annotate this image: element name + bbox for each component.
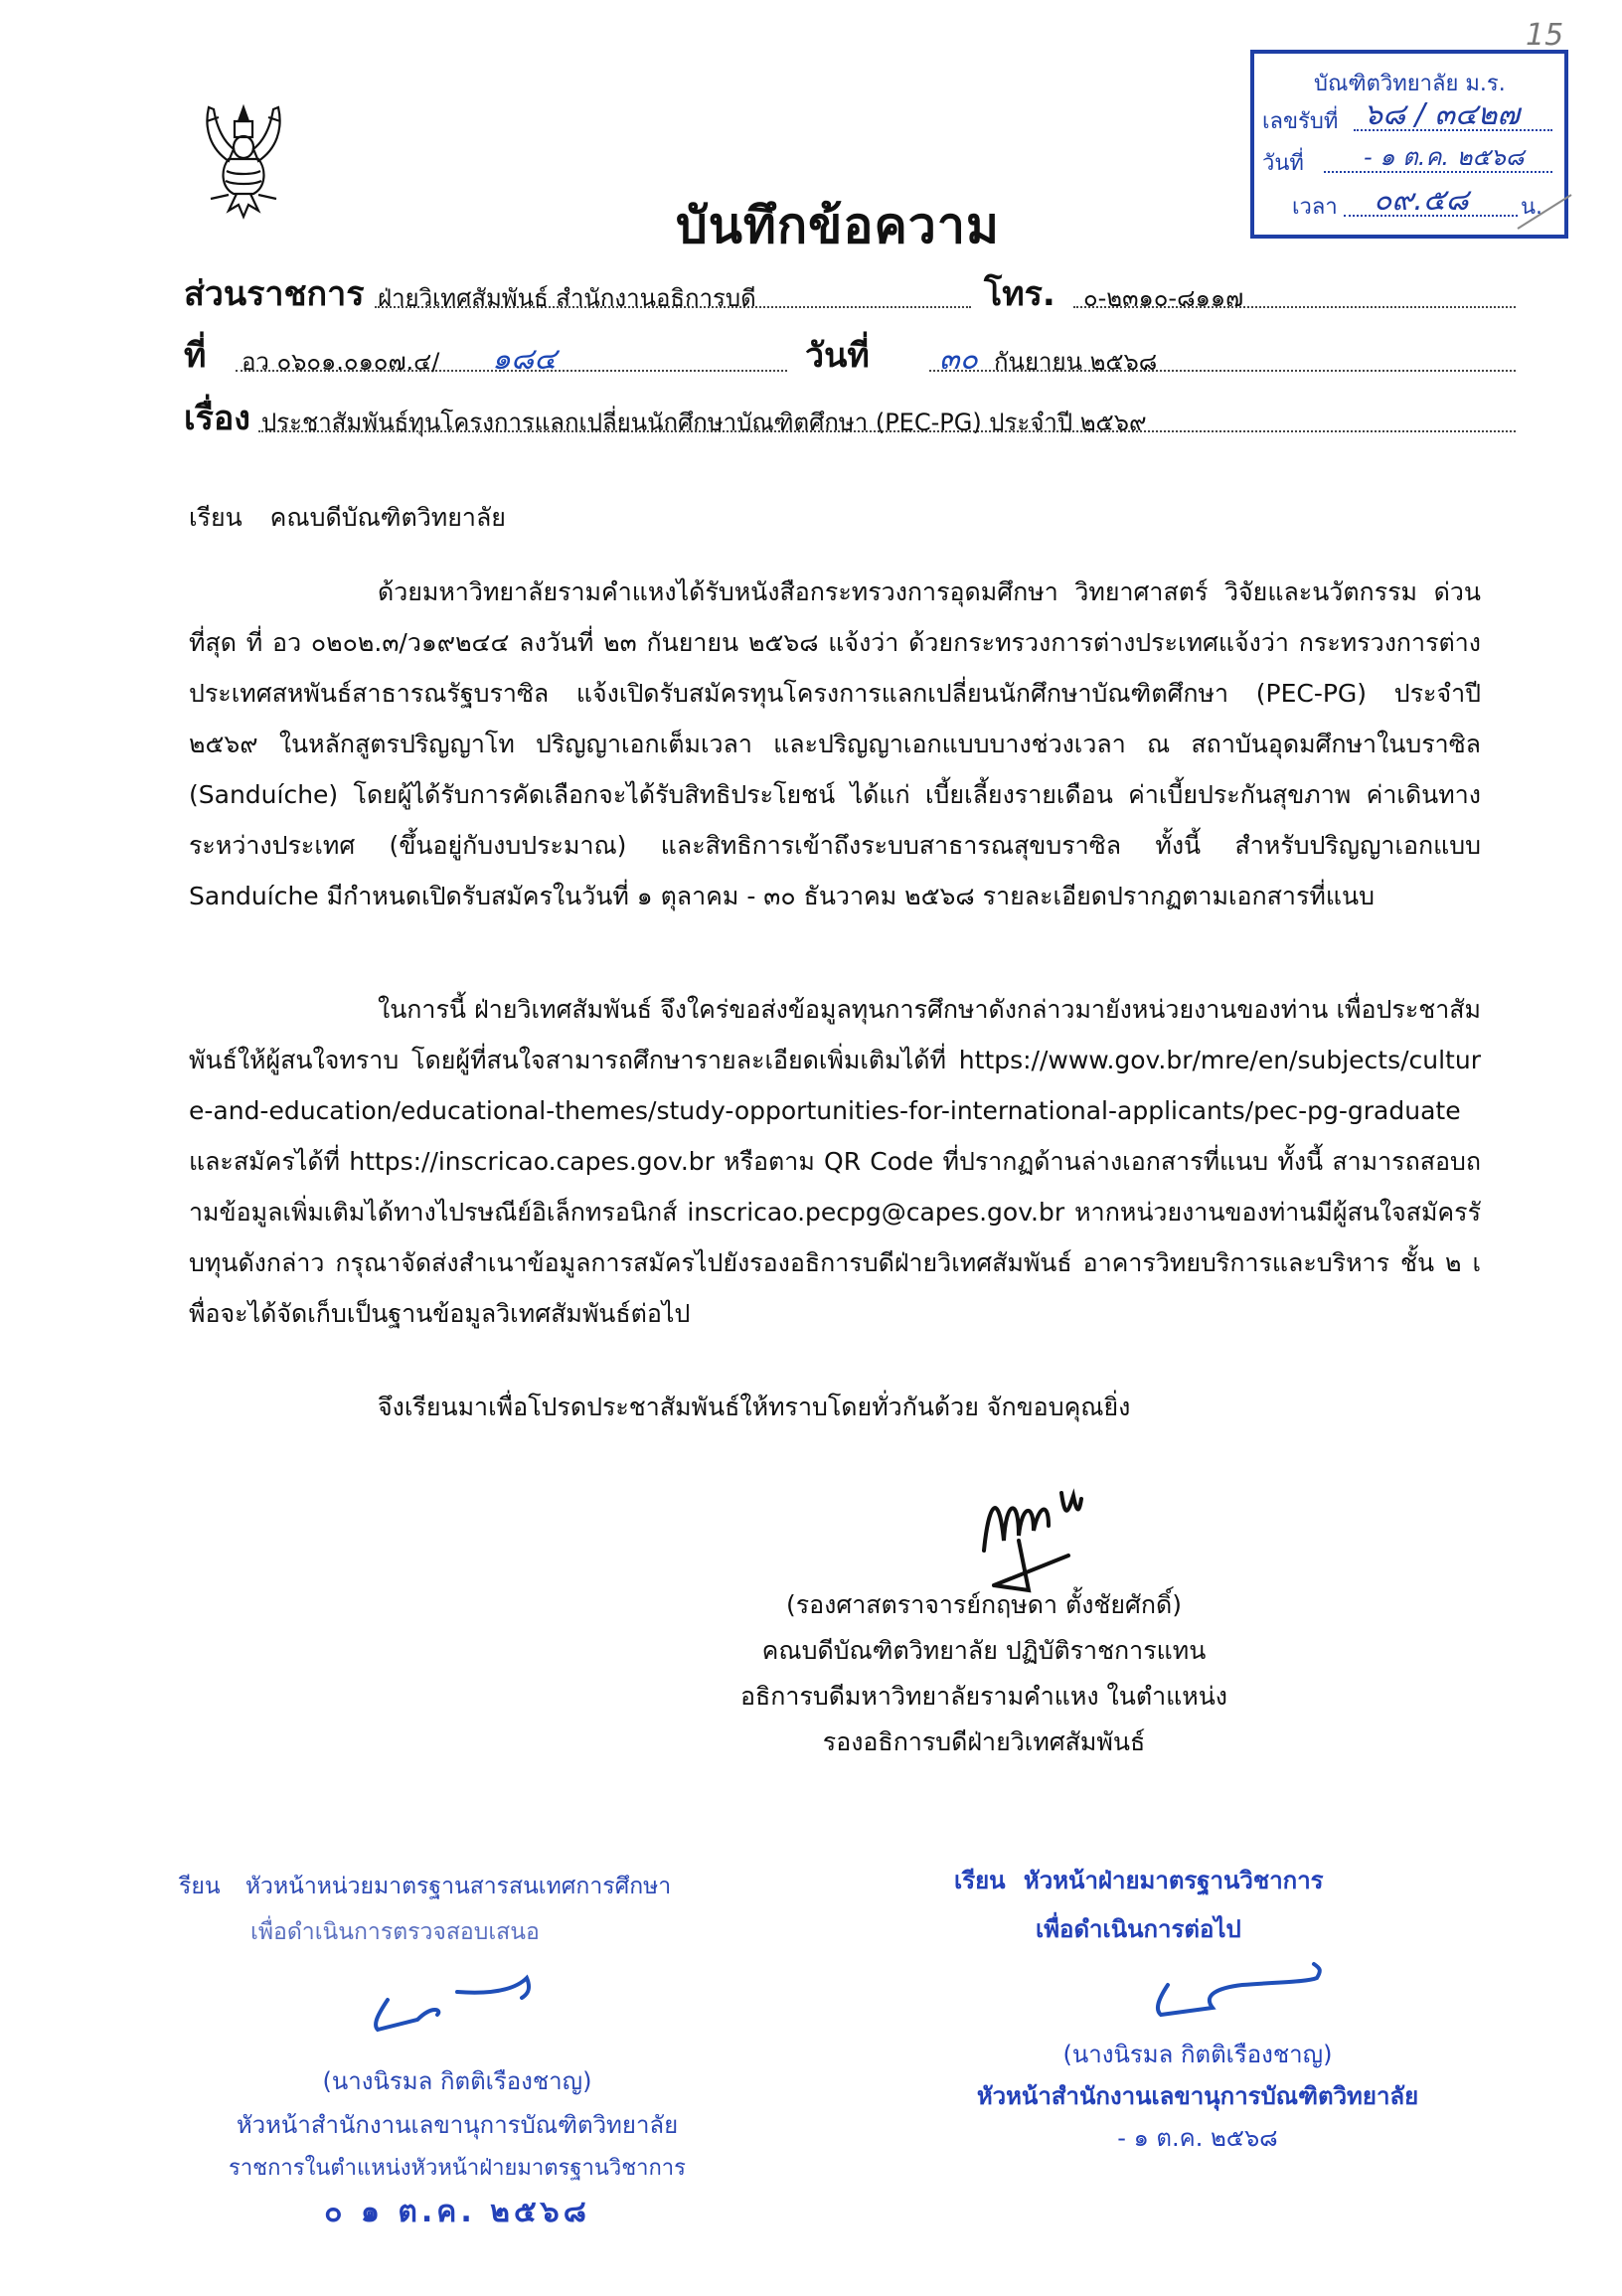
- endorsement-right-title: หัวหน้าสำนักงานเลขานุการบัณฑิตวิทยาลัย: [976, 2082, 1419, 2110]
- endorsement-left-to: หัวหน้าหน่วยมาตรฐานสารสนเทศการศึกษา: [244, 1874, 672, 1899]
- garuda-emblem-icon: [199, 99, 288, 224]
- subject-label: เรื่อง: [184, 399, 250, 438]
- stamp-time-unit: น.: [1521, 195, 1543, 220]
- ref-handwritten-number: ๑๘๔: [492, 342, 557, 377]
- body-paragraph-2: ในการนี้ ฝ่ายวิเทศสัมพันธ์ จึงใคร่ขอส่งข้อมูลทุนการศึกษาดังกล่าวมายังหน่วยงานของท่าน เพื่อประชาสัมพันธ์ให้ผู้สนใจทราบ โดยผู้ที่สนใจสามารถศึกษารายละเอียดเพิ่มเติมได้ที่ https://www.gov.br/mre/en/subjects/culture-and-education/educational-themes/study-opportunities-for-international-applicants/pec-pg-graduate และสมัครได้ที่ https://inscricao.capes.gov.br หรือตาม QR Code ที่ปรากฏด้านล่างเอกสารที่แนบ ทั้งนี้ สามารถสอบถามข้อมูลเพิ่มเติมได้ทางไปรษณีย์อิเล็กทรอนิกส์ inscricao.pecpg@capes.gov.br หากหน่วยงานของท่านมีผู้สนใจสมัครรับทุนดังกล่าว กรุณาจัดส่งสำเนาข้อมูลการสมัครไปยังรองอธิการบดีฝ่ายวิเทศสัมพันธ์ อาคารวิทยบริการและบริหาร ชั้น ๒ เพื่อจะได้จัดเก็บเป็นฐานข้อมูลวิเทศสัมพันธ์ต่อไป: [189, 995, 1481, 1328]
- stamp-org: บัณฑิตวิทยาลัย ม.ร.: [1314, 72, 1506, 96]
- endorsement-right-action: เพื่อดำเนินการต่อไป: [1036, 1915, 1241, 1943]
- pencil-mark-icon: [1516, 189, 1575, 234]
- closing-line: จึงเรียนมาเพื่อโปรดประชาสัมพันธ์ให้ทราบโดยทั่วกันด้วย จักขอบคุณยิ่ง: [378, 1393, 1131, 1421]
- ref-value: อว ๐๖๐๑.๐๑๐๗.๔/: [242, 348, 440, 376]
- stamp-date-value: - ๑ ต.ค. ๒๕๖๘: [1364, 143, 1525, 171]
- subject-value: ประชาสัมพันธ์ทุนโครงการแลกเปลี่ยนนักศึกษาบัณฑิตศึกษา (PEC-PG) ประจำปี ๒๕๖๙: [261, 409, 1147, 436]
- date-handwritten-day: ๓๐: [939, 342, 978, 377]
- department-row: [184, 266, 1516, 316]
- endorsement-right-name: (นางนิรมล กิตติเรืองชาญ): [1062, 2041, 1333, 2068]
- date-value: กันยายน ๒๕๖๘: [994, 348, 1158, 376]
- stamp-number-label: เลขรับที่: [1262, 109, 1339, 134]
- signatory-position-1: คณบดีบัณฑิตวิทยาลัย ปฏิบัติราชการแทน: [761, 1636, 1207, 1665]
- salutation-label: เรียน: [189, 503, 243, 532]
- stamp-time-value: ๐๙.๕๘: [1374, 183, 1469, 218]
- endorsement-right-to: หัวหน้าฝ่ายมาตรฐานวิชาการ: [1023, 1867, 1324, 1894]
- endorsement-left: [179, 1869, 735, 2234]
- endorsement-left-date: ๐ ๑ ต.ค. ๒๕๖๘: [324, 2195, 590, 2229]
- endorsement-left-to-label: รียน: [179, 1874, 221, 1899]
- subject-row: [184, 391, 1516, 440]
- date-label: วันที่: [805, 336, 870, 376]
- phone-label: โทร.: [984, 274, 1055, 314]
- memo-title: บันทึกข้อความ: [676, 197, 1000, 254]
- endorsement-right-date: - ๑ ต.ค. ๒๕๖๘: [1117, 2124, 1278, 2152]
- ref-label: ที่: [184, 336, 207, 376]
- endorsement-right-to-label: เรียน: [954, 1867, 1006, 1894]
- department-label: ส่วนราชการ: [184, 274, 365, 314]
- endorsement-left-title: หัวหน้าสำนักงานเลขานุการบัณฑิตวิทยาลัย: [236, 2111, 679, 2139]
- body-paragraph-1: ด้วยมหาวิทยาลัยรามคำแหงได้รับหนังสือกระทรวงการอุดมศึกษา วิทยาศาสตร์ วิจัยและนวัตกรรม ด่วนที่สุด ที่ อว ๐๒๐๒.๓/ว๑๙๒๔๔ ลงวันที่ ๒๓ กันยายน ๒๕๖๘ แจ้งว่า ด้วยกระทรวงการต่างประเทศแจ้งว่า กระทรวงการต่างประเทศสหพันธ์สาธารณรัฐบราซิล แจ้งเปิดรับสมัครทุนโครงการแลกเปลี่ยนนักศึกษาบัณฑิตศึกษา (PEC-PG) ประจำปี ๒๕๖๙ ในหลักสูตรปริญญาโท ปริญญาเอกเต็มเวลา และปริญญาเอกแบบบางช่วงเวลา ณ สถาบันอุดมศึกษาในบราซิล (Sanduíche) โดยผู้ได้รับการคัดเลือกจะได้รับสิทธิประโยชน์ ได้แก่ เบี้ยเลี้ยงรายเดือน ค่าเบี้ยประกันสุขภาพ ค่าเดินทางระหว่างประเทศ (ขึ้นอยู่กับงบประมาณ) และสิทธิการเข้าถึงระบบสาธารณสุขบราซิล ทั้งนี้ สำหรับปริญญาเอกแบบ Sanduíche มีกำหนดเปิดรับสมัครในวันที่ ๑ ตุลาคม - ๓๐ ธันวาคม ๒๕๖๘ รายละเอียดปรากฏตามเอกสารที่แนบ: [189, 577, 1481, 910]
- stamp-number-value: ๖๘ / ๓๔๒๗: [1364, 97, 1520, 132]
- salutation-recipient: คณบดีบัณฑิตวิทยาลัย: [269, 503, 506, 532]
- stamp-time-label: เวลา: [1292, 195, 1338, 220]
- endorsement-left-acting: ราชการในตำแหน่งหัวหน้าฝ่ายมาตรฐานวิชาการ: [229, 2156, 686, 2181]
- signatory-name: (รองศาสตราจารย์กฤษดา ตั้งชัยศักดิ์): [785, 1590, 1183, 1619]
- endorsement-left-action: เพื่อดำเนินการตรวจสอบเสนอ: [250, 1919, 540, 1945]
- salutation: [189, 492, 506, 543]
- endorsement-left-name: (นางนิรมล กิตติเรืองชาญ): [322, 2067, 592, 2095]
- signatory-position-2: อธิการบดีมหาวิทยาลัยรามคำแหง ในตำแหน่ง: [739, 1682, 1228, 1711]
- department-value: ฝ่ายวิเทศสัมพันธ์ สำนักงานอธิการบดี: [378, 284, 756, 312]
- endorsement-right: [954, 1861, 1441, 2159]
- endorsement-right-signature-icon: [1143, 1960, 1342, 2030]
- reference-row: [184, 328, 1516, 378]
- stamp-date-label: วันที่: [1262, 151, 1304, 176]
- signatory-block: [696, 1582, 1272, 1765]
- signatory-position-3: รองอธิการบดีฝ่ายวิเทศสัมพันธ์: [822, 1727, 1146, 1756]
- page-number: 15: [1526, 18, 1564, 53]
- endorsement-left-signature-icon: [348, 1970, 567, 2040]
- phone-value: ๐-๒๓๑๐-๘๑๑๗: [1083, 284, 1244, 312]
